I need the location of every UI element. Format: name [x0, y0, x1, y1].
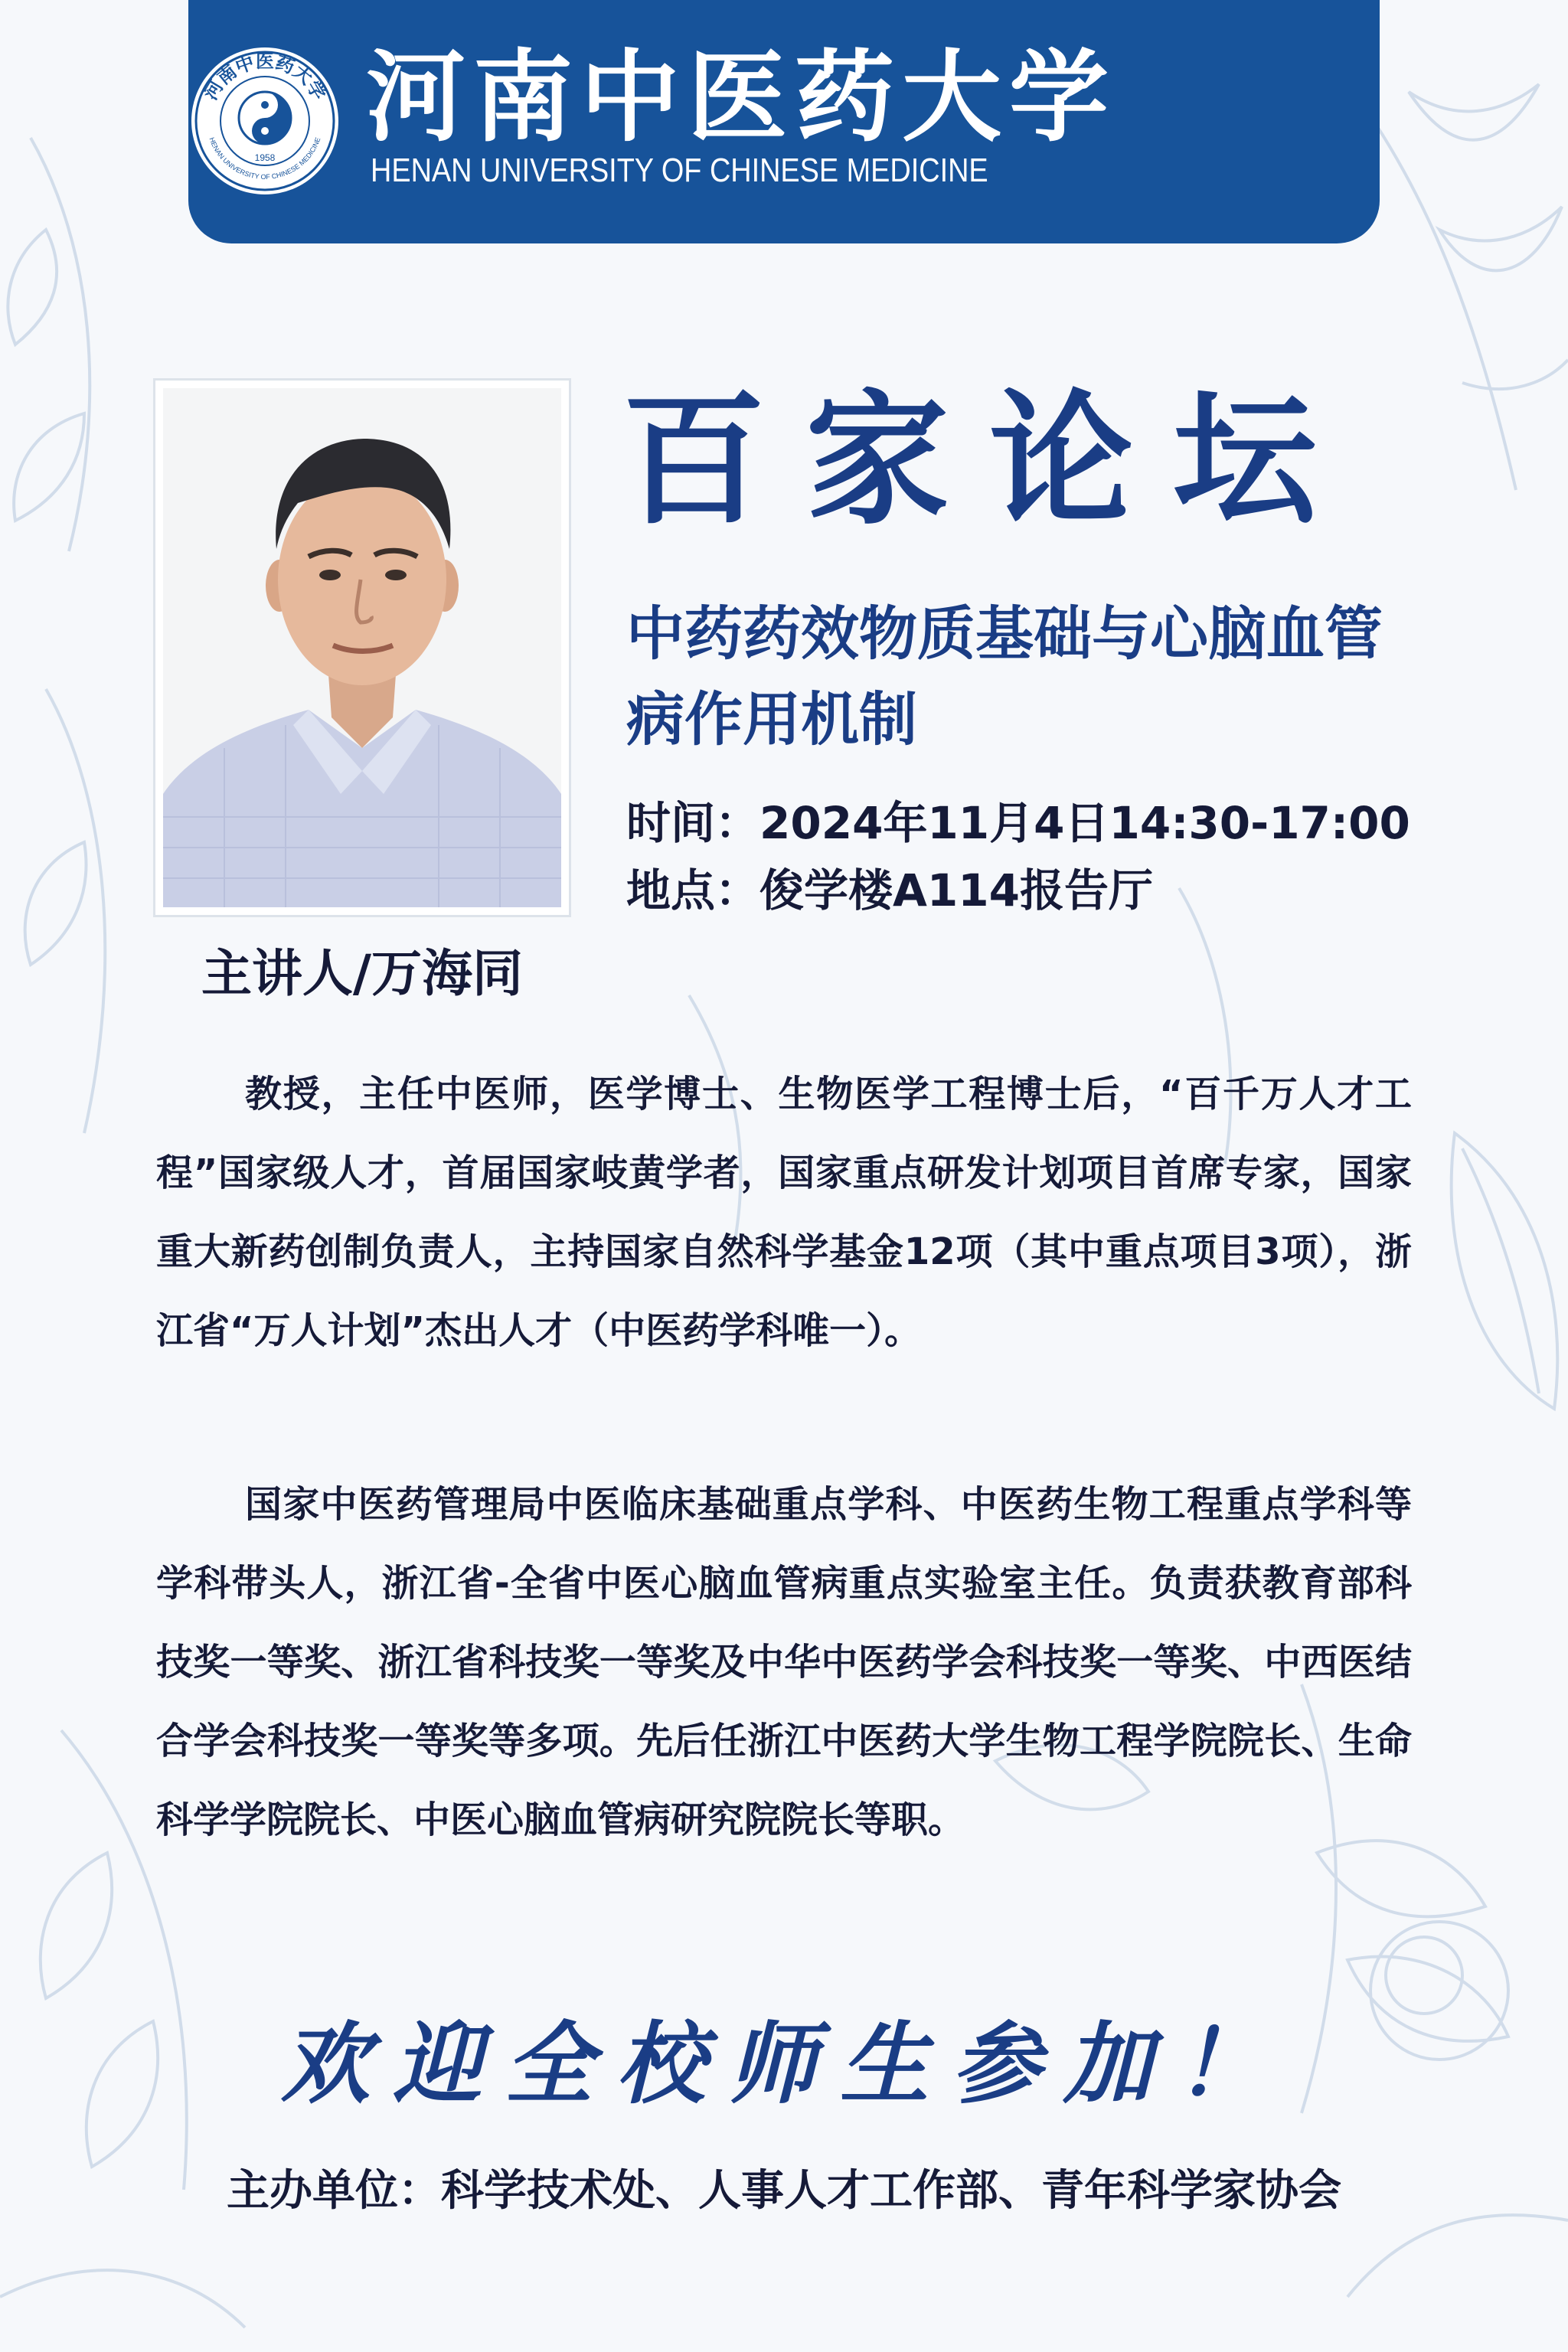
seal-text-en: HENAN UNIVERSITY OF CHINESE MEDICINE [207, 136, 322, 181]
lecture-title: 中药药效物质基础与心脑血管病作用机制 [626, 599, 1383, 753]
event-time: 时间：2024年11月4日14:30-17:00 [626, 797, 1410, 849]
seal-text-cn: 河南中医药大学 [199, 50, 331, 104]
yin-yang-icon [239, 92, 291, 144]
speaker-bio-paragraph: 教授，主任中医师，医学博士、生物医学工程博士后，“百千万人才工程”国家级人才，首届国家岐黄学者，国家重点研发计划项目首席专家，国家重大新药创制负责人，主持国家自然科学基金12项（其中重点项目3项），浙江省“万人计划”杰出人才（中医药学科唯一）。 [156, 1073, 1412, 1352]
event-location: 地点：俊学楼A114报告厅 [626, 864, 1153, 916]
seal-year: 1958 [254, 152, 276, 163]
university-seal-icon [188, 44, 341, 198]
speaker-name: 主讲人/万海同 [201, 944, 524, 1003]
welcome-slogan: 欢迎全校师生参加！ [281, 2012, 1287, 2116]
speaker-portrait-image [163, 388, 561, 907]
university-name-cn: 河南中医药大学 [366, 38, 1117, 155]
forum-series-title: 百家论坛 [622, 375, 1357, 544]
speaker-photo-frame [153, 378, 571, 917]
university-name-en: HENAN UNIVERSITY OF CHINESE MEDICINE [371, 152, 988, 189]
organizers-line: 主办单位：科学技术处、人事人才工作部、青年科学家协会 [227, 2166, 1341, 2216]
speaker-bio-paragraph: 国家中医药管理局中医临床基础重点学科、中医药生物工程重点学科等学科带头人，浙江省-全省中医心脑血管病重点实验室主任。负责获教育部科技奖一等奖、浙江省科技奖一等奖及中华中医药学会科技奖一等奖、中西医结合学会科技奖一等奖等多项。先后任浙江中医药大学生物工程学院院长、生命科学学院院长、中医心脑血管病研究院院长等职。 [156, 1483, 1412, 1841]
